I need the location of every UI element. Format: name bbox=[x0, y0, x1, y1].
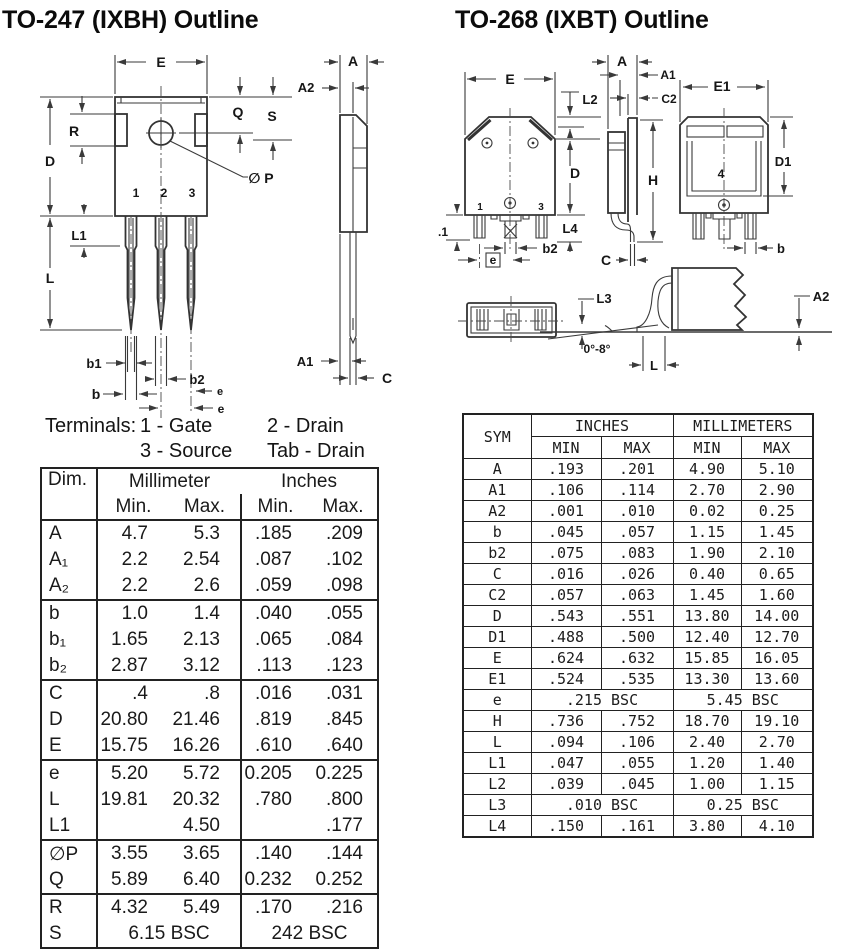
dim-label-angle: 0°-8° bbox=[583, 342, 611, 356]
value-cell: 13.30 bbox=[673, 669, 741, 690]
dim-symbol-cell: A1 bbox=[463, 480, 531, 501]
dim-label-d1: D1 bbox=[774, 154, 792, 169]
value-cell: 2.10 bbox=[741, 543, 813, 564]
value-cell: .010 bbox=[601, 501, 673, 522]
value-cell: .819 bbox=[255, 709, 292, 730]
dim-label-e2: e bbox=[217, 402, 225, 416]
dim-symbol-cell: Q bbox=[41, 867, 97, 894]
value-cell: .170 bbox=[241, 894, 309, 921]
terminals-label: Terminals: bbox=[45, 415, 137, 437]
col-header-mm-min: Min. bbox=[115, 495, 152, 517]
table-row bbox=[41, 573, 378, 600]
pin3-number: 3 bbox=[188, 186, 196, 200]
dim-label-a1: A1 bbox=[660, 68, 676, 82]
col-header-in-min: Min. bbox=[257, 495, 294, 517]
value-cell: .632 bbox=[601, 648, 673, 669]
dim-label-q: Q bbox=[232, 104, 244, 120]
value-cell: .010 BSC bbox=[531, 795, 673, 816]
value-cell: .102 bbox=[326, 549, 363, 570]
dim-symbol-cell: C bbox=[41, 680, 97, 707]
value-cell: 2.6 bbox=[169, 573, 241, 600]
table-row bbox=[41, 680, 378, 707]
value-cell: 0.25 bbox=[741, 501, 813, 522]
value-cell: .040 bbox=[241, 600, 309, 627]
value-cell: .8 bbox=[169, 680, 241, 707]
value-cell: 1.0 bbox=[97, 600, 169, 627]
value-cell: .123 bbox=[326, 655, 363, 676]
value-cell: .057 bbox=[531, 585, 601, 606]
value-cell: .075 bbox=[531, 543, 601, 564]
table-row bbox=[463, 795, 813, 816]
table-row bbox=[41, 520, 378, 547]
value-cell: 2.40 bbox=[673, 732, 741, 753]
table-row bbox=[41, 787, 378, 813]
value-cell: 4.50 bbox=[169, 813, 241, 840]
table-row bbox=[463, 816, 813, 838]
value-cell: 5.20 bbox=[97, 760, 169, 787]
dim-label-l3: L3 bbox=[596, 291, 612, 306]
value-cell: .543 bbox=[531, 606, 601, 627]
table-row bbox=[41, 760, 378, 787]
dim-symbol-cell: L1 bbox=[41, 813, 97, 840]
value-cell: 5.45 BSC bbox=[673, 690, 813, 711]
value-cell: 6.15 BSC bbox=[97, 921, 241, 948]
value-cell: .535 bbox=[601, 669, 673, 690]
value-cell: 16.26 bbox=[169, 733, 241, 760]
value-cell: .524 bbox=[531, 669, 601, 690]
dim-symbol-cell: L3 bbox=[463, 795, 531, 816]
dim-label-h: H bbox=[647, 172, 659, 188]
table-row bbox=[41, 600, 378, 627]
dim-label-e-width: E bbox=[505, 71, 515, 87]
dim-symbol-cell: A₁ bbox=[41, 547, 97, 573]
value-cell bbox=[241, 813, 309, 840]
value-cell: .736 bbox=[531, 711, 601, 732]
value-cell: 1.15 bbox=[673, 522, 741, 543]
dim-symbol-cell: D bbox=[463, 606, 531, 627]
pin3-number: 3 bbox=[538, 202, 544, 213]
value-cell: .083 bbox=[601, 543, 673, 564]
table-row bbox=[41, 813, 378, 840]
dim-symbol-cell: E1 bbox=[463, 669, 531, 690]
dim-label-b2: b2 bbox=[189, 372, 205, 387]
value-cell: 15.85 bbox=[673, 648, 741, 669]
value-cell: 5.89 bbox=[111, 869, 148, 890]
value-cell: .113 bbox=[256, 655, 292, 676]
col-header-inches: Inches bbox=[281, 470, 337, 492]
dim-symbol-cell: E bbox=[463, 648, 531, 669]
value-cell: .057 bbox=[601, 522, 673, 543]
table-row bbox=[463, 564, 813, 585]
table-row bbox=[463, 753, 813, 774]
dim-label-l: L bbox=[45, 270, 55, 286]
terminals-col1 bbox=[140, 414, 267, 464]
to247-front-view bbox=[40, 54, 292, 418]
dim-symbol-cell: A bbox=[463, 459, 531, 480]
table-row bbox=[463, 627, 813, 648]
value-cell: .045 bbox=[601, 774, 673, 795]
to247-table-body bbox=[41, 520, 378, 948]
value-cell: .065 bbox=[255, 629, 292, 650]
value-cell: .201 bbox=[601, 459, 673, 480]
dim-symbol-cell: A2 bbox=[463, 501, 531, 522]
table-row bbox=[463, 690, 813, 711]
dim-symbol-cell: L2 bbox=[463, 774, 531, 795]
dim-symbol-cell: E bbox=[41, 733, 97, 760]
value-cell: .161 bbox=[601, 816, 673, 838]
terminal-tab: Tab - Drain bbox=[267, 440, 365, 462]
value-cell: 0.65 bbox=[741, 564, 813, 585]
value-cell: 1.65 bbox=[111, 629, 148, 650]
table-row bbox=[463, 669, 813, 690]
value-cell: 4.90 bbox=[673, 459, 741, 480]
page-title-to268: TO-268 (IXBT) Outline bbox=[455, 6, 709, 34]
dim-label-l2: L2 bbox=[582, 92, 598, 107]
value-cell: 1.90 bbox=[673, 543, 741, 564]
value-cell: 2.90 bbox=[741, 480, 813, 501]
dim-symbol-cell: A bbox=[41, 520, 97, 547]
to268-front-view bbox=[438, 71, 601, 268]
value-cell: 2.2 bbox=[121, 575, 148, 596]
value-cell: .640 bbox=[326, 735, 363, 756]
value-cell: .098 bbox=[326, 575, 363, 596]
terminal-1: 1 - Gate bbox=[140, 415, 213, 437]
dim-symbol-cell: ∅P bbox=[41, 840, 97, 867]
value-cell: 242 BSC bbox=[271, 923, 348, 944]
dim-symbol-cell: b₁ bbox=[41, 627, 97, 653]
dim-label-l1: L1 bbox=[71, 228, 87, 243]
value-cell: .031 bbox=[309, 680, 378, 707]
dim-symbol-cell: A₂ bbox=[41, 573, 97, 600]
table-row bbox=[463, 522, 813, 543]
value-cell: .026 bbox=[601, 564, 673, 585]
value-cell: 1.20 bbox=[673, 753, 741, 774]
value-cell: 13.60 bbox=[741, 669, 813, 690]
value-cell: 3.12 bbox=[169, 653, 241, 680]
value-cell: .624 bbox=[531, 648, 601, 669]
value-cell bbox=[97, 813, 169, 840]
table-row bbox=[41, 547, 378, 573]
col-header-in-max: Max. bbox=[322, 495, 364, 517]
value-cell: .215 BSC bbox=[531, 690, 673, 711]
value-cell: 0.25 BSC bbox=[673, 795, 813, 816]
value-cell: .800 bbox=[326, 789, 363, 810]
value-cell: .106 bbox=[601, 732, 673, 753]
value-cell: 19.10 bbox=[741, 711, 813, 732]
pin1-number: 1 bbox=[132, 186, 140, 200]
pin1-number: 1 bbox=[477, 202, 483, 213]
value-cell: 2.54 bbox=[169, 547, 241, 573]
value-cell: 0.252 bbox=[315, 869, 363, 890]
value-cell: .084 bbox=[326, 629, 363, 650]
value-cell: 6.40 bbox=[169, 867, 241, 894]
value-cell: 0.40 bbox=[673, 564, 741, 585]
value-cell: .780 bbox=[255, 789, 292, 810]
value-cell: .209 bbox=[326, 523, 363, 544]
dim-symbol-cell: b bbox=[463, 522, 531, 543]
col-header-mm-max: MAX bbox=[741, 437, 813, 459]
table-row bbox=[463, 501, 813, 522]
table-row bbox=[463, 711, 813, 732]
to268-table-body bbox=[463, 459, 813, 838]
table-row bbox=[41, 707, 378, 733]
dim-label-e1: E1 bbox=[713, 78, 731, 94]
table-row bbox=[463, 585, 813, 606]
dim-label-a2: A2 bbox=[812, 289, 830, 304]
dim-label-c: C bbox=[600, 252, 612, 268]
value-cell: 1.40 bbox=[741, 753, 813, 774]
table-row bbox=[463, 459, 813, 480]
to268-dimension-table bbox=[462, 413, 814, 838]
value-cell: 5.72 bbox=[169, 760, 241, 787]
col-header-millimeter: Millimeter bbox=[128, 470, 211, 492]
table-row bbox=[463, 648, 813, 669]
dim-symbol-cell: b₂ bbox=[41, 653, 97, 680]
dim-label-a: A bbox=[616, 53, 628, 69]
dim-symbol-cell: L bbox=[41, 787, 97, 813]
value-cell: 1.45 bbox=[673, 585, 741, 606]
dim-label-dot1: .1 bbox=[437, 225, 449, 239]
col-header-inches: INCHES bbox=[531, 414, 673, 437]
dim-symbol-cell: e bbox=[41, 760, 97, 787]
value-cell: 19.81 bbox=[100, 789, 148, 810]
value-cell: .114 bbox=[601, 480, 673, 501]
dim-symbol-cell: L bbox=[463, 732, 531, 753]
right-notch bbox=[195, 114, 207, 146]
dim-symbol-cell: S bbox=[41, 921, 97, 948]
pin2-number: 2 bbox=[160, 186, 168, 200]
col-header-in-min: MIN bbox=[531, 437, 601, 459]
dim-symbol-cell: C2 bbox=[463, 585, 531, 606]
dim-label-b: b bbox=[777, 241, 785, 256]
value-cell: 2.70 bbox=[673, 480, 741, 501]
value-cell: .752 bbox=[601, 711, 673, 732]
value-cell: 16.05 bbox=[741, 648, 813, 669]
value-cell: .045 bbox=[531, 522, 601, 543]
dim-symbol-cell: D bbox=[41, 707, 97, 733]
dim-label-c2: C2 bbox=[661, 92, 677, 106]
to268-bottom-view bbox=[458, 296, 564, 344]
value-cell: 20.80 bbox=[100, 709, 148, 730]
dim-label-b2: b2 bbox=[542, 241, 558, 256]
pins bbox=[474, 215, 547, 238]
dim-symbol-cell: L4 bbox=[463, 816, 531, 838]
value-cell: 3.65 bbox=[169, 840, 241, 867]
col-header-millimeters: MILLIMETERS bbox=[673, 414, 813, 437]
table-row bbox=[463, 606, 813, 627]
value-cell: 12.70 bbox=[741, 627, 813, 648]
dim-label-e-width: E bbox=[156, 54, 166, 70]
value-cell: .055 bbox=[601, 753, 673, 774]
terminals-col2 bbox=[267, 414, 365, 464]
value-cell: 2.13 bbox=[169, 627, 241, 653]
value-cell: .059 bbox=[255, 575, 292, 596]
value-cell: .4 bbox=[97, 680, 169, 707]
value-cell: 15.75 bbox=[100, 735, 148, 756]
dim-symbol-cell: D1 bbox=[463, 627, 531, 648]
page-title-to247: TO-247 (IXBH) Outline bbox=[2, 6, 259, 34]
dim-label-s: S bbox=[267, 108, 277, 124]
dim-label-d: D bbox=[569, 165, 581, 181]
value-cell: 0.205 bbox=[241, 760, 309, 787]
value-cell: .610 bbox=[255, 735, 292, 756]
value-cell: 18.70 bbox=[673, 711, 741, 732]
terminals-legend bbox=[45, 414, 365, 464]
dim-label-b: b bbox=[91, 386, 101, 402]
dim-label-a2: A2 bbox=[297, 80, 315, 95]
table-row bbox=[463, 480, 813, 501]
value-cell: 21.46 bbox=[169, 707, 241, 733]
dim-symbol-cell: L1 bbox=[463, 753, 531, 774]
to268-side-view bbox=[592, 53, 677, 268]
value-cell: 3.80 bbox=[673, 816, 741, 838]
value-cell: .087 bbox=[255, 549, 292, 570]
to268-outline-drawing bbox=[435, 50, 850, 425]
dim-label-l: L bbox=[650, 358, 658, 373]
value-cell: 0.02 bbox=[673, 501, 741, 522]
table-row bbox=[463, 774, 813, 795]
dim-symbol-cell: b2 bbox=[463, 543, 531, 564]
dim-symbol-cell: e bbox=[463, 690, 531, 711]
value-cell: 2.2 bbox=[121, 549, 148, 570]
to247-dimension-table bbox=[40, 467, 379, 949]
pin4-number: 4 bbox=[717, 167, 725, 181]
dim-label-c: C bbox=[381, 370, 393, 386]
dim-symbol-cell: b bbox=[41, 600, 97, 627]
left-notch bbox=[115, 114, 127, 146]
value-cell: .047 bbox=[531, 753, 601, 774]
value-cell: .039 bbox=[531, 774, 601, 795]
value-cell: 4.7 bbox=[121, 523, 148, 544]
value-cell: .016 bbox=[241, 680, 309, 707]
value-cell: 4.32 bbox=[97, 894, 169, 921]
value-cell: 20.32 bbox=[169, 787, 241, 813]
terminal-2: 2 - Drain bbox=[267, 415, 344, 437]
value-cell: 2.87 bbox=[111, 655, 148, 676]
value-cell: 1.00 bbox=[673, 774, 741, 795]
dim-symbol-cell: R bbox=[41, 894, 97, 921]
terminal-3: 3 - Source bbox=[140, 440, 233, 462]
dim-label-a1: A1 bbox=[296, 354, 314, 369]
value-cell: 5.10 bbox=[741, 459, 813, 480]
to247-side-view bbox=[297, 53, 392, 386]
dim-symbol-cell: C bbox=[463, 564, 531, 585]
value-cell: .185 bbox=[255, 523, 292, 544]
value-cell: 12.40 bbox=[673, 627, 741, 648]
value-cell: 1.45 bbox=[741, 522, 813, 543]
dim-label-a: A bbox=[347, 53, 359, 69]
col-header-in-max: MAX bbox=[601, 437, 673, 459]
to268-lead-detail bbox=[540, 268, 832, 373]
col-header-mm-max: Max. bbox=[169, 494, 241, 520]
value-cell: 4.10 bbox=[741, 816, 813, 838]
dim-label-e1: e bbox=[216, 386, 224, 398]
table-row bbox=[463, 543, 813, 564]
dim-label-r: R bbox=[68, 123, 80, 139]
value-cell: 14.00 bbox=[741, 606, 813, 627]
dim-label-b1: b1 bbox=[86, 356, 102, 371]
value-cell: 5.3 bbox=[169, 520, 241, 547]
value-cell: .551 bbox=[601, 606, 673, 627]
table-row bbox=[41, 653, 378, 680]
col-header-sym: SYM bbox=[463, 414, 531, 459]
dim-label-d: D bbox=[44, 153, 56, 169]
to247-outline-drawing bbox=[30, 50, 430, 425]
value-cell: 3.55 bbox=[97, 840, 169, 867]
table-row bbox=[41, 840, 378, 867]
table-row bbox=[41, 894, 378, 921]
col-header-mm-min: MIN bbox=[673, 437, 741, 459]
value-cell: .488 bbox=[531, 627, 601, 648]
value-cell: .177 bbox=[326, 815, 363, 836]
value-cell: .055 bbox=[309, 600, 378, 627]
value-cell: 0.232 bbox=[244, 869, 292, 890]
value-cell: .016 bbox=[531, 564, 601, 585]
dim-label-dia-p: ∅ P bbox=[248, 170, 274, 186]
value-cell: 0.225 bbox=[309, 760, 378, 787]
value-cell: 1.60 bbox=[741, 585, 813, 606]
value-cell: .106 bbox=[531, 480, 601, 501]
value-cell: 2.70 bbox=[741, 732, 813, 753]
dim-symbol-cell: H bbox=[463, 711, 531, 732]
datum-label-e: e bbox=[489, 253, 497, 267]
value-cell: .063 bbox=[601, 585, 673, 606]
value-cell: .144 bbox=[309, 840, 378, 867]
value-cell: .216 bbox=[309, 894, 378, 921]
col-header-dim: Dim. bbox=[41, 468, 97, 520]
value-cell: .001 bbox=[531, 501, 601, 522]
value-cell: .193 bbox=[531, 459, 601, 480]
value-cell: .150 bbox=[531, 816, 601, 838]
to268-back-view bbox=[680, 78, 793, 256]
value-cell: 1.4 bbox=[169, 600, 241, 627]
value-cell: .500 bbox=[601, 627, 673, 648]
table-row bbox=[463, 732, 813, 753]
value-cell: .845 bbox=[326, 709, 363, 730]
value-cell: .140 bbox=[241, 840, 309, 867]
table-row bbox=[41, 867, 378, 894]
value-cell: .094 bbox=[531, 732, 601, 753]
dim-label-l4: L4 bbox=[562, 221, 578, 236]
table-row bbox=[41, 627, 378, 653]
table-row bbox=[41, 921, 378, 948]
value-cell: 1.15 bbox=[741, 774, 813, 795]
table-row bbox=[41, 733, 378, 760]
value-cell: 13.80 bbox=[673, 606, 741, 627]
value-cell: 5.49 bbox=[169, 894, 241, 921]
